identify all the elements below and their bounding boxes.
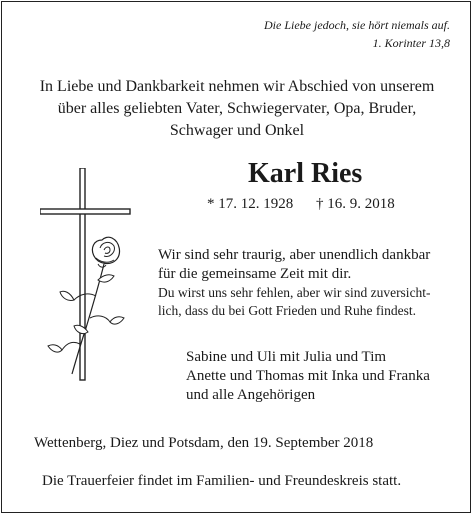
message-line-4: lich, dass du bei Gott Frieden und Ruhe findest. bbox=[158, 303, 416, 318]
message-line-3: Du wirst uns sehr fehlen, aber wir sind zuversicht- bbox=[158, 285, 431, 300]
cross-with-rose-icon bbox=[40, 168, 136, 384]
place-and-date: Wettenberg, Diez und Potsdam, den 19. September 2018 bbox=[34, 435, 374, 451]
death-date: † 16. 9. 2018 bbox=[316, 196, 395, 212]
intro-line-2: über alles geliebten Vater, Schwiegervater, Opa, Bruder, bbox=[57, 100, 417, 117]
message-line-2: für die gemeinsame Zeit mit dir. bbox=[158, 266, 352, 282]
family-line-2: Anette und Thomas mit Inka und Franka bbox=[186, 368, 430, 384]
family-line-3: und alle Angehörigen bbox=[186, 387, 316, 403]
deceased-name: Karl Ries bbox=[248, 158, 363, 189]
intro-line-3: Schwager und Onkel bbox=[169, 122, 305, 139]
birth-date: * 17. 12. 1928 bbox=[207, 196, 294, 212]
message-line-1: Wir sind sehr traurig, aber unendlich dankbar bbox=[158, 247, 431, 263]
bible-quote-source: 1. Korinter 13,8 bbox=[372, 36, 450, 50]
funeral-note: Die Trauerfeier findet im Familien- und Freundeskreis statt. bbox=[42, 473, 402, 489]
intro-line-1: In Liebe und Dankbarkeit nehmen wir Abschied von unserem bbox=[39, 78, 435, 95]
bible-quote: Die Liebe jedoch, sie hört niemals auf. bbox=[264, 18, 450, 32]
family-line-1: Sabine und Uli mit Julia und Tim bbox=[186, 349, 387, 365]
